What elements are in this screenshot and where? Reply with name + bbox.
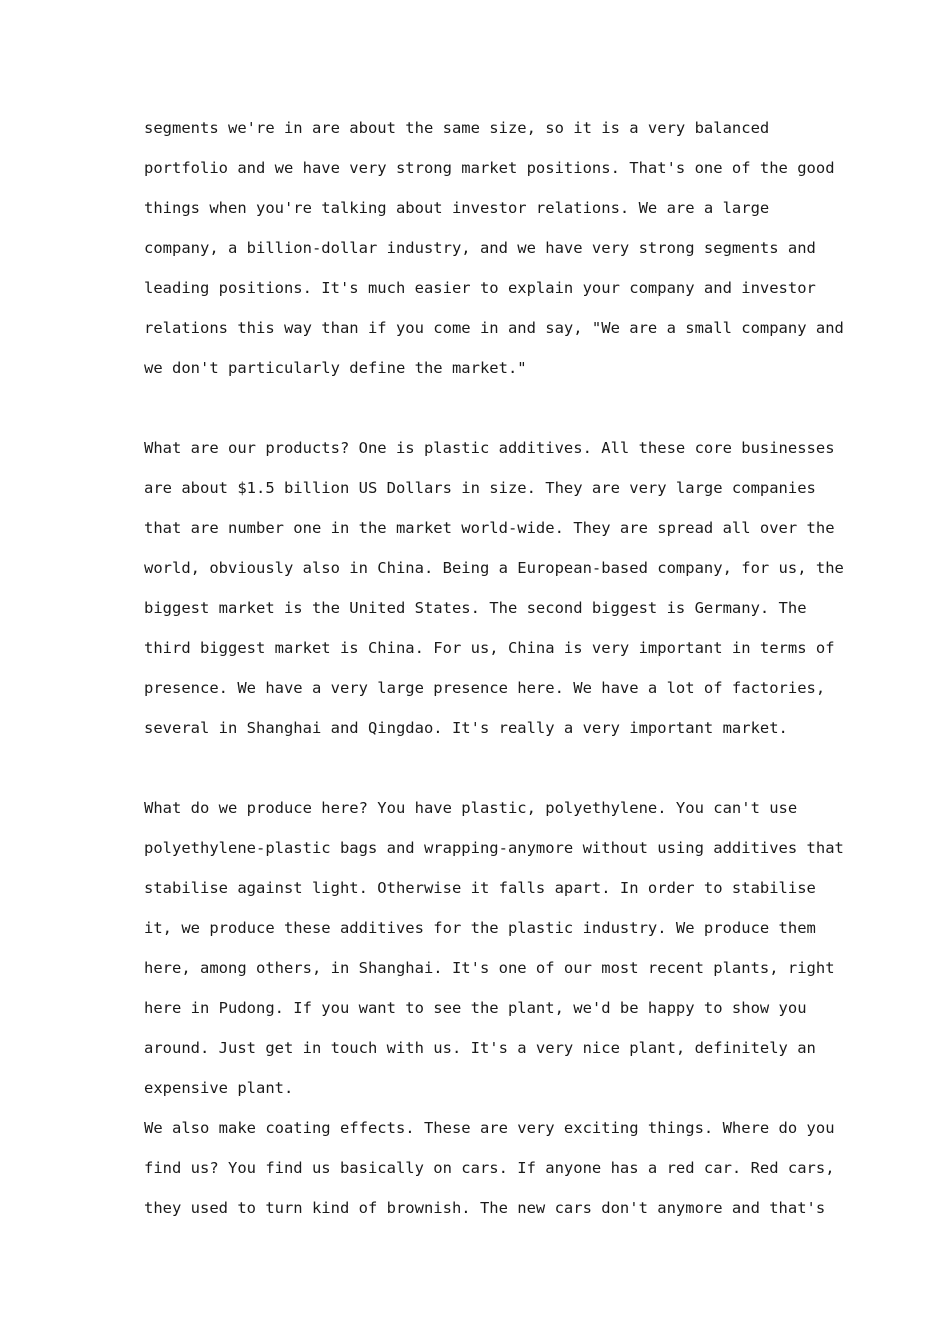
- text-line: here in Pudong. If you want to see the plant, we'd be happy to show you: [144, 999, 807, 1017]
- text-line: company, a billion-dollar industry, and we have very strong segments and: [144, 239, 816, 257]
- text-line: biggest market is the United States. The second biggest is Germany. The: [144, 599, 807, 617]
- text-line: presence. We have a very large presence here. We have a lot of factories,: [144, 679, 826, 697]
- text-line: third biggest market is China. For us, China is very important in terms of: [144, 639, 835, 657]
- text-line: stabilise against light. Otherwise it falls apart. In order to stabilise: [144, 879, 816, 897]
- text-line: they used to turn kind of brownish. The new cars don't anymore and that's: [144, 1199, 826, 1217]
- text-line: expensive plant.: [144, 1079, 294, 1097]
- text-line: we don't particularly define the market.": [144, 359, 527, 377]
- document-body: [144, 108, 844, 1228]
- text-line: are about $1.5 billion US Dollars in size. They are very large companies: [144, 479, 816, 497]
- text-line: things when you're talking about investor relations. We are a large: [144, 199, 770, 217]
- text-line: What do we produce here? You have plastic, polyethylene. You can't use: [144, 799, 798, 817]
- text-line: several in Shanghai and Qingdao. It's really a very important market.: [144, 719, 788, 737]
- text-line: We also make coating effects. These are very exciting things. Where do you: [144, 1119, 835, 1137]
- paragraph-1: [144, 108, 844, 388]
- text-line: segments we're in are about the same size, so it is a very balanced: [144, 119, 770, 137]
- text-line: What are our products? One is plastic additives. All these core businesses: [144, 439, 835, 457]
- text-line: it, we produce these additives for the plastic industry. We produce them: [144, 919, 816, 937]
- text-line: relations this way than if you come in and say, "We are a small company and: [144, 319, 844, 337]
- text-line: leading positions. It's much easier to explain your company and investor: [144, 279, 816, 297]
- paragraph-2: [144, 428, 844, 748]
- text-line: world, obviously also in China. Being a European-based company, for us, the: [144, 559, 844, 577]
- text-line: that are number one in the market world-wide. They are spread all over the: [144, 519, 835, 537]
- text-line: here, among others, in Shanghai. It's one of our most recent plants, right: [144, 959, 835, 977]
- text-line: portfolio and we have very strong market positions. That's one of the good: [144, 159, 835, 177]
- text-line: find us? You find us basically on cars. If anyone has a red car. Red cars,: [144, 1159, 835, 1177]
- text-line: polyethylene-plastic bags and wrapping-anymore without using additives that: [144, 839, 844, 857]
- paragraph-spacer: [144, 388, 824, 428]
- paragraph-spacer: [144, 748, 824, 788]
- paragraph-3: [144, 788, 844, 1228]
- text-line: around. Just get in touch with us. It's a very nice plant, definitely an: [144, 1039, 816, 1057]
